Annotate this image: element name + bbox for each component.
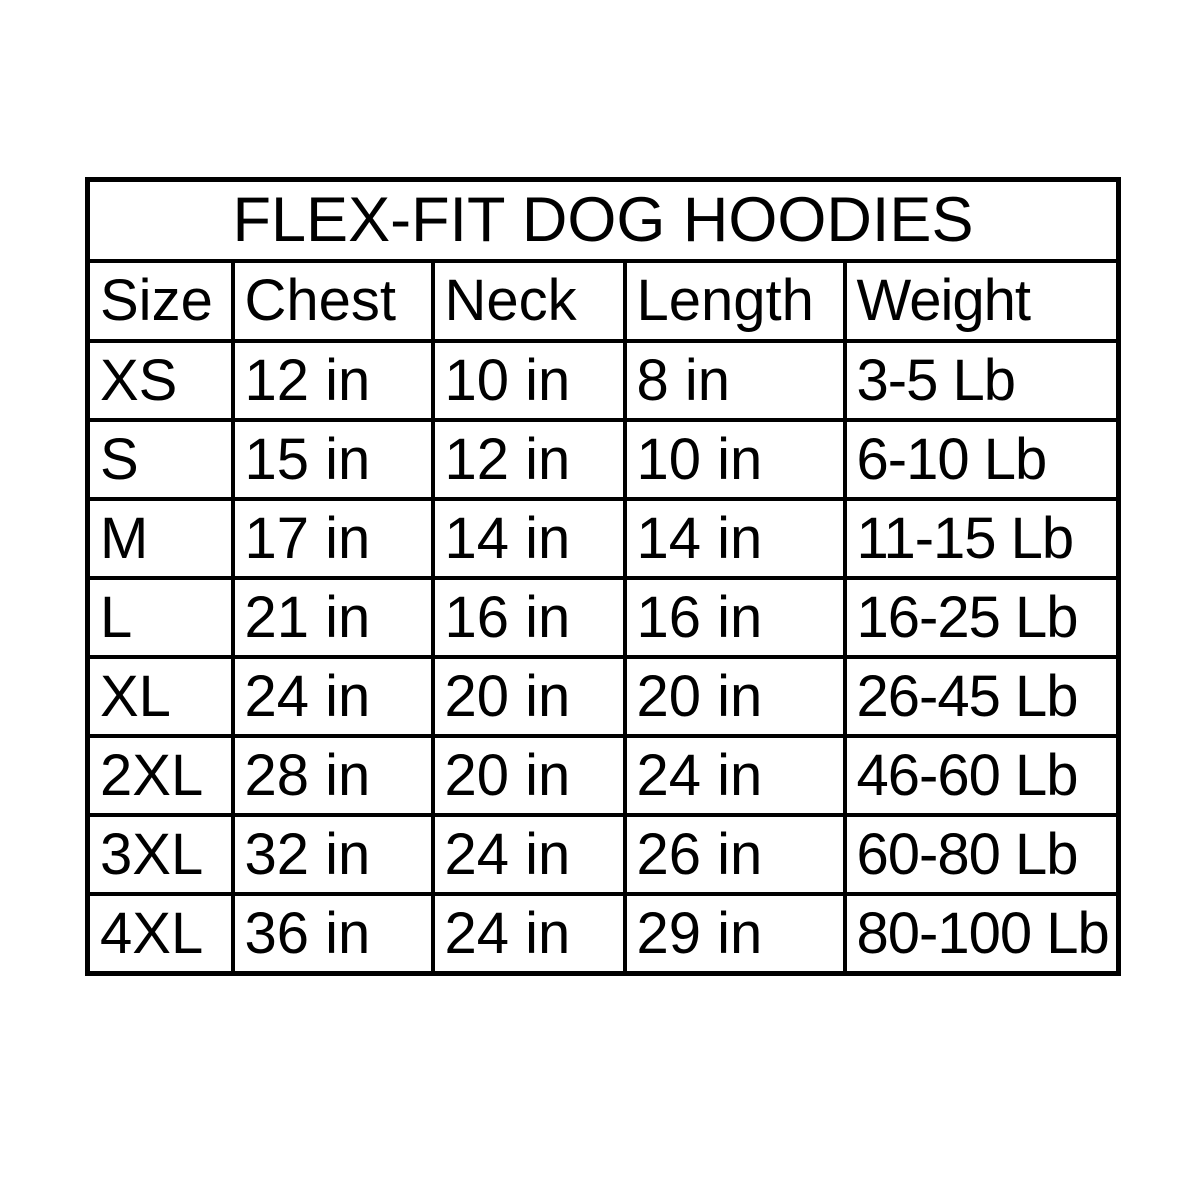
table-header-row [88,261,1119,341]
cell-xs-length: 8 in [625,341,845,420]
cell-4xl-size: 4XL [88,894,233,974]
table-row-l [88,578,1119,657]
cell-xs-size: XS [88,341,233,420]
cell-2xl-size: 2XL [88,736,233,815]
table-row-s [88,420,1119,499]
cell-4xl-chest: 36 in [233,894,433,974]
cell-3xl-chest: 32 in [233,815,433,894]
cell-l-weight: 16-25 Lb [845,578,1119,657]
cell-xl-chest: 24 in [233,657,433,736]
column-header-neck: Neck [433,261,625,341]
table-row-3xl [88,815,1119,894]
cell-xs-chest: 12 in [233,341,433,420]
cell-m-length: 14 in [625,499,845,578]
cell-4xl-length: 29 in [625,894,845,974]
table-row-m [88,499,1119,578]
cell-2xl-weight: 46-60 Lb [845,736,1119,815]
cell-xl-length: 20 in [625,657,845,736]
cell-2xl-neck: 20 in [433,736,625,815]
table-title-row [88,180,1119,262]
column-header-length: Length [625,261,845,341]
cell-s-size: S [88,420,233,499]
cell-m-neck: 14 in [433,499,625,578]
cell-4xl-neck: 24 in [433,894,625,974]
cell-m-chest: 17 in [233,499,433,578]
column-header-size: Size [88,261,233,341]
size-chart-table [85,177,1121,976]
table-title: FLEX-FIT DOG HOODIES [88,180,1119,262]
cell-2xl-chest: 28 in [233,736,433,815]
cell-l-size: L [88,578,233,657]
column-header-weight: Weight [845,261,1119,341]
cell-3xl-neck: 24 in [433,815,625,894]
column-header-chest: Chest [233,261,433,341]
table-row-xs [88,341,1119,420]
cell-m-size: M [88,499,233,578]
cell-xs-neck: 10 in [433,341,625,420]
cell-l-length: 16 in [625,578,845,657]
cell-xl-size: XL [88,657,233,736]
cell-4xl-weight: 80-100 Lb [845,894,1119,974]
cell-xl-neck: 20 in [433,657,625,736]
cell-xs-weight: 3-5 Lb [845,341,1119,420]
cell-s-chest: 15 in [233,420,433,499]
cell-xl-weight: 26-45 Lb [845,657,1119,736]
cell-3xl-length: 26 in [625,815,845,894]
cell-m-weight: 11-15 Lb [845,499,1119,578]
cell-3xl-weight: 60-80 Lb [845,815,1119,894]
table-row-2xl [88,736,1119,815]
table-row-xl [88,657,1119,736]
cell-l-neck: 16 in [433,578,625,657]
cell-3xl-size: 3XL [88,815,233,894]
cell-2xl-length: 24 in [625,736,845,815]
cell-s-weight: 6-10 Lb [845,420,1119,499]
cell-s-length: 10 in [625,420,845,499]
table-row-4xl [88,894,1119,974]
cell-s-neck: 12 in [433,420,625,499]
cell-l-chest: 21 in [233,578,433,657]
